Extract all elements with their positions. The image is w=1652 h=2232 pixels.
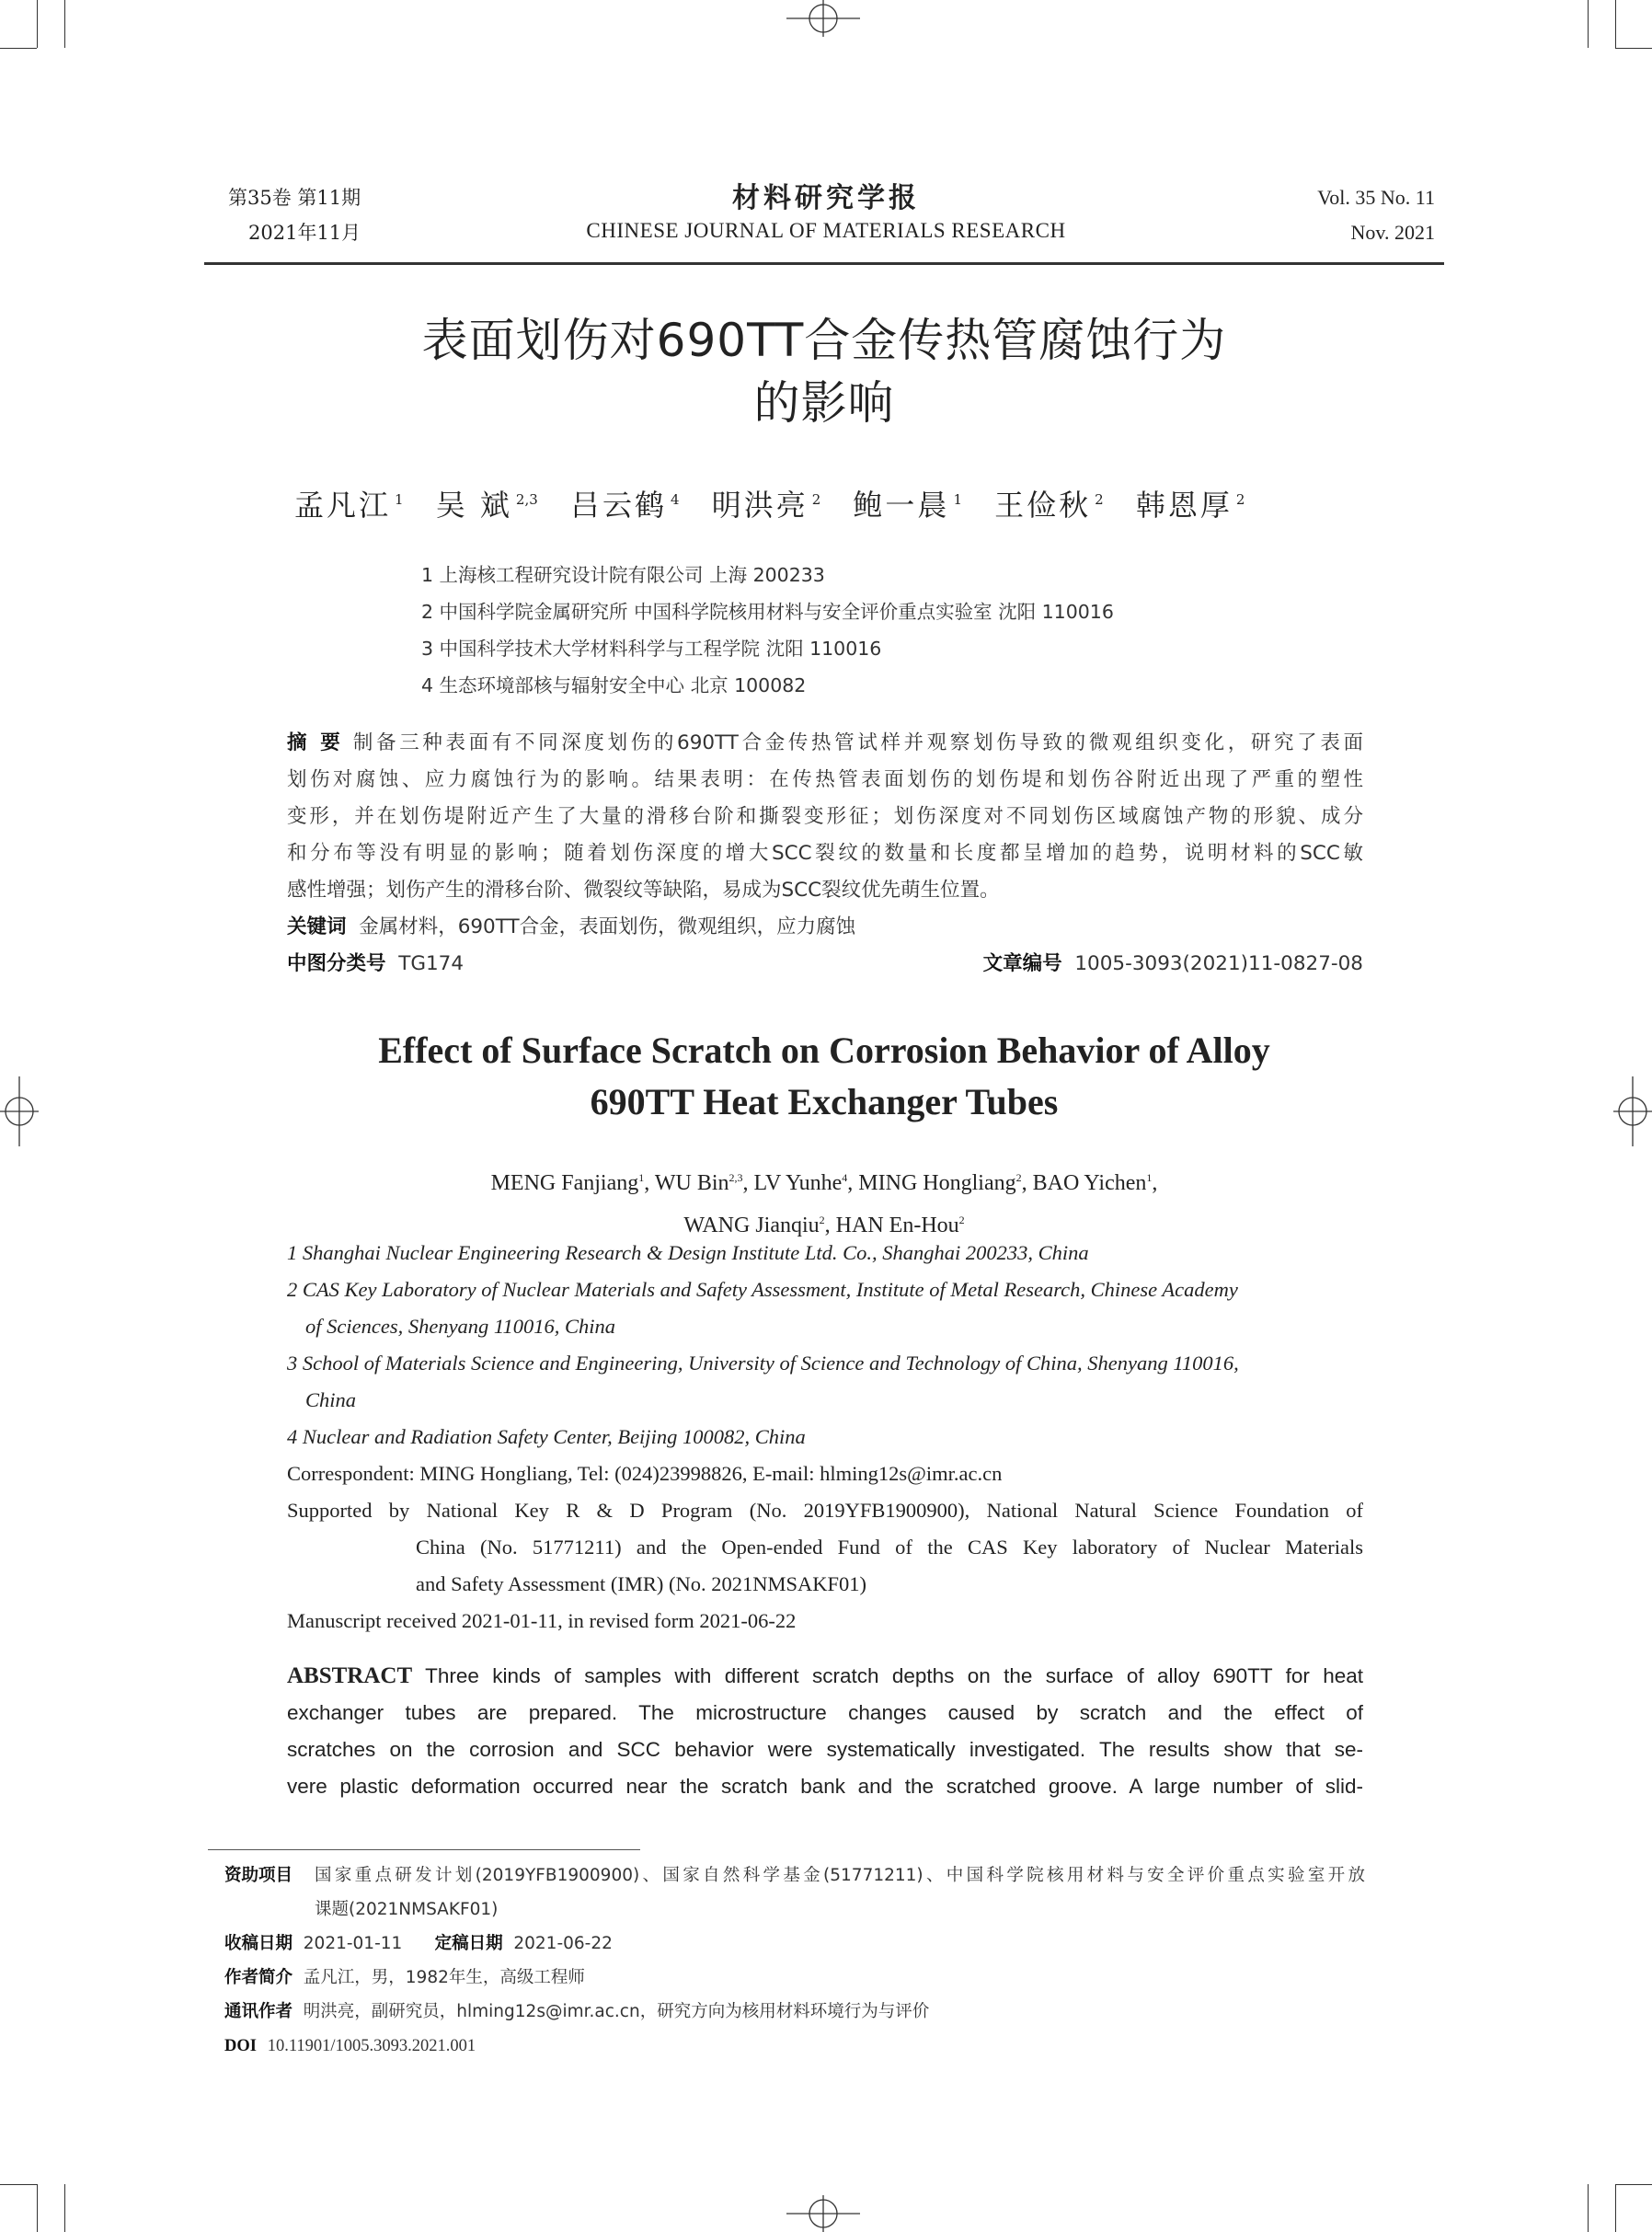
crop-mark <box>1615 0 1616 48</box>
abstract-en <box>287 1658 1363 1805</box>
affiliation-en: 4 Nuclear and Radiation Safety Center, Beijing 100082, China <box>287 1425 806 1448</box>
registration-mark-icon <box>0 1075 39 1148</box>
author-aff-cn: 4 <box>670 491 680 509</box>
registration-mark-icon <box>782 2195 865 2232</box>
affiliation-en: China <box>305 1388 357 1411</box>
keywords-cn: 金属材料，690TT合金，表面划伤，微观组织，应力腐蚀 <box>359 915 856 938</box>
affiliation-en: of Sciences, Shenyang 110016, China <box>305 1315 616 1338</box>
abstract-cn-line: 和分布等没有明显的影响；随着划伤深度的增大SCC裂纹的数量和长度都呈增加的趋势，说明材料的SCC敏 <box>287 842 1363 865</box>
supported-line: National Key R & D Program (No. 2019YFB1900900), National Natural Science Foundation of <box>426 1499 1364 1522</box>
registration-mark-icon <box>1613 1075 1652 1148</box>
title-en <box>204 1025 1444 1128</box>
author-cn: 明洪亮 <box>711 488 809 523</box>
footnote-rule <box>208 1849 640 1850</box>
author-bio: 孟凡江，男，1982年生，高级工程师 <box>303 1968 585 1987</box>
crop-mark <box>1588 2184 1589 2232</box>
fund-label: 资助项目 <box>224 1866 293 1885</box>
supported-line: China (No. 51771211) and the Open-ended Fund of the CAS Key laboratory of Nuclear Materials <box>416 1536 1363 1559</box>
received-label: 收稿日期 <box>224 1934 293 1953</box>
crop-mark <box>1588 0 1589 48</box>
manuscript-dates: Manuscript received 2021-01-11, in revised form 2021-06-22 <box>287 1609 797 1632</box>
crop-mark <box>64 2184 65 2232</box>
crop-mark <box>37 2184 38 2232</box>
title-en-line-1: Effect of Surface Scratch on Corrosion Behavior of Alloy <box>378 1030 1270 1071</box>
abstract-cn-line: 感性增强；划伤产生的滑移台阶、微裂纹等缺陷，易成为SCC裂纹优先萌生位置。 <box>287 879 1000 902</box>
abstract-en-line: exchanger tubes are prepared. The microstructure changes caused by scratch and the effect of <box>287 1701 1363 1724</box>
header-volume-en: Vol. 35 No. 11 <box>1317 186 1435 209</box>
author-separator: , <box>1021 1171 1033 1195</box>
author-aff-cn: 1 <box>395 491 404 509</box>
crop-mark <box>0 2184 37 2185</box>
corresponding-author-label: 通讯作者 <box>224 2002 293 2021</box>
abstract-cn-label: 摘 要 <box>287 731 344 754</box>
affiliation-en: 3 School of Materials Science and Engineering, University of Science and Technology of China, Shenyang 110016, <box>287 1352 1239 1375</box>
author-en: WANG Jianqiu <box>683 1214 820 1237</box>
affiliations-cn <box>421 557 1433 704</box>
crop-mark <box>1615 2184 1652 2185</box>
received-date: 2021-01-11 <box>303 1934 403 1953</box>
affiliation-en: 1 Shanghai Nuclear Engineering Research & Design Institute Ltd. Co., Shanghai 200233, China <box>287 1241 1089 1264</box>
author-aff-en: 2 <box>1015 1171 1022 1184</box>
doi: 10.11901/1005.3093.2021.001 <box>267 2037 476 2055</box>
title-en-line-2: 690TT Heat Exchanger Tubes <box>590 1081 1059 1122</box>
author-separator: , <box>644 1171 655 1195</box>
header-volume-cn: 第35卷 第11期 <box>228 187 361 209</box>
author-cn: 鲍一晨 <box>853 488 950 523</box>
article-no-label: 文章编号 <box>982 952 1062 975</box>
author-aff-en: 2 <box>958 1214 965 1226</box>
supported-line: and Safety Assessment (IMR) (No. 2021NMSAKF01) <box>416 1572 866 1595</box>
supported-label: Supported by <box>287 1499 410 1522</box>
abstract-en-line: scratches on the corrosion and SCC behavior were systematically investigated. The results show that se- <box>287 1738 1363 1761</box>
author-cn: 吕云鹤 <box>569 488 667 523</box>
author-cn: 孟凡江 <box>294 488 392 523</box>
author-separator: , <box>824 1214 836 1237</box>
corresponding-author: 明洪亮，副研究员，hlming12s@imr.ac.cn，研究方向为核用材料环境行为与评价 <box>303 2002 930 2021</box>
crop-mark <box>1615 2184 1616 2232</box>
author-en: WU Bin <box>654 1171 729 1195</box>
journal-title-en: CHINESE JOURNAL OF MATERIALS RESEARCH <box>586 219 1066 242</box>
affiliation-cn: 1 上海核工程研究设计院有限公司 上海 200233 <box>421 564 825 586</box>
author-cn: 吴 斌 <box>435 488 512 523</box>
author-en: BAO Yichen <box>1032 1171 1147 1195</box>
title-cn-line-1: 表面划伤对690TT合金传热管腐蚀行为 <box>421 314 1227 367</box>
crop-mark <box>1615 48 1652 49</box>
author-cn: 王俭秋 <box>994 488 1092 523</box>
abstract-cn-line: 划伤对腐蚀、应力腐蚀行为的影响。结果表明：在传热管表面划伤的划伤堤和划伤谷附近出现了严重的塑性 <box>287 768 1363 791</box>
abstract-en-line: vere plastic deformation occurred near the scratch bank and the scratched groove. A large number of slid- <box>287 1775 1363 1798</box>
author-aff-en: 1 <box>638 1171 645 1184</box>
clc-number: TG174 <box>398 952 465 975</box>
title-cn <box>204 309 1444 434</box>
crop-mark <box>0 48 37 49</box>
fund-text: 课题(2021NMSAKF01) <box>315 1900 499 1919</box>
front-matter-en <box>287 1235 1363 1639</box>
article-number: 1005-3093(2021)11-0827-08 <box>1074 952 1363 975</box>
header-journal <box>515 180 1137 245</box>
doi-label: DOI <box>224 2037 257 2055</box>
author-aff-cn: 1 <box>953 491 962 509</box>
abstract-cn-line: 变形，并在划伤堤附近产生了大量的滑移台阶和撕裂变形征；划伤深度对不同划伤区域腐蚀产物的形貌、成分 <box>287 805 1363 828</box>
author-aff-en: 4 <box>842 1171 848 1184</box>
author-separator: , <box>742 1171 754 1195</box>
affiliation-cn: 3 中国科学技术大学材料科学与工程学院 沈阳 110016 <box>421 638 882 660</box>
author-aff-en: 2 <box>819 1214 825 1226</box>
final-date: 2021-06-22 <box>513 1934 613 1953</box>
title-cn-line-2: 的影响 <box>753 376 895 430</box>
author-aff-cn: 2 <box>811 491 821 509</box>
affiliation-en: 2 CAS Key Laboratory of Nuclear Materials and Safety Assessment, Institute of Metal Research, Chinese Academy <box>287 1278 1238 1301</box>
journal-title-cn: 材料研究学报 <box>732 182 920 214</box>
final-label: 定稿日期 <box>434 1934 503 1953</box>
author-aff-cn: 2 <box>1235 491 1245 509</box>
affiliation-cn: 2 中国科学院金属研究所 中国科学院核用材料与安全评价重点实验室 沈阳 110016 <box>421 601 1114 623</box>
author-en: HAN En-Hou <box>835 1214 959 1237</box>
author-cn: 韩恩厚 <box>1135 488 1233 523</box>
crop-mark <box>64 0 65 48</box>
author-separator: , <box>1152 1171 1158 1195</box>
crop-mark <box>37 0 38 48</box>
authors-cn <box>294 482 1265 524</box>
affiliation-cn: 4 生态环境部核与辐射安全中心 北京 100082 <box>421 674 807 696</box>
header-date-cn: 2021年11月 <box>248 222 361 244</box>
abstract-cn <box>287 725 1363 983</box>
author-aff-en: 2,3 <box>728 1171 743 1184</box>
author-en: MING Hongliang <box>858 1171 1016 1195</box>
abstract-en-label: ABSTRACT <box>287 1663 413 1688</box>
author-aff-cn: 2,3 <box>515 491 538 509</box>
registration-mark-icon <box>782 0 865 37</box>
abstract-en-line: Three kinds of samples with different scratch depths on the surface of alloy 690TT for heat <box>425 1664 1363 1687</box>
footnotes <box>224 1858 1365 2064</box>
fund-text: 国家重点研发计划(2019YFB1900900)、国家自然科学基金(51771211)、中国科学院核用材料与安全评价重点实验室开放 <box>315 1866 1365 1885</box>
correspondent: Correspondent: MING Hongliang, Tel: (024)23998826, E-mail: hlming12s@imr.ac.cn <box>287 1462 1003 1485</box>
author-separator: , <box>847 1171 859 1195</box>
authors-en <box>204 1159 1444 1244</box>
header-right <box>1288 180 1435 250</box>
author-en: LV Yunhe <box>753 1171 843 1195</box>
keywords-cn-label: 关键词 <box>287 915 347 938</box>
author-aff-en: 1 <box>1146 1171 1153 1184</box>
author-en: MENG Fanjiang <box>490 1171 639 1195</box>
header-date-en: Nov. 2021 <box>1350 221 1435 244</box>
author-aff-cn: 2 <box>1095 491 1104 509</box>
clc-label: 中图分类号 <box>287 952 386 975</box>
author-bio-label: 作者简介 <box>224 1968 293 1987</box>
header-left <box>228 180 361 250</box>
header-rule <box>204 262 1444 265</box>
abstract-cn-line: 制备三种表面有不同深度划伤的690TT合金传热管试样并观察划伤导致的微观组织变化，研究了表面 <box>352 731 1363 754</box>
